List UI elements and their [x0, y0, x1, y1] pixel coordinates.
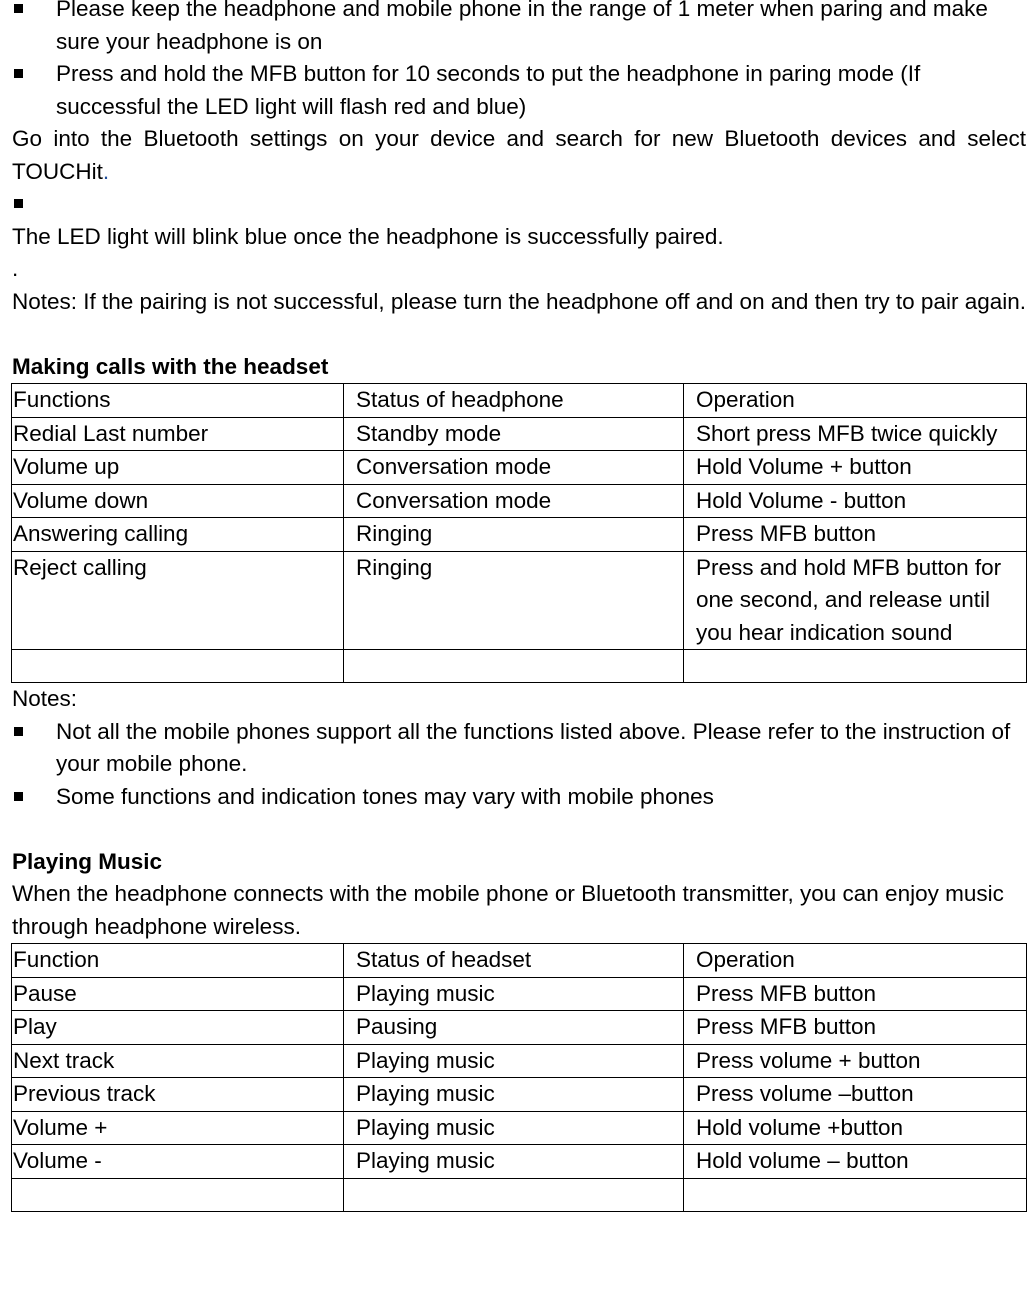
calls-row: [12, 417, 1027, 451]
calls-empty-cell: [344, 650, 684, 683]
search-instruction-period: .: [102, 158, 110, 184]
calls-cell: Ringing: [344, 518, 684, 552]
calls-row: [12, 484, 1027, 518]
music-cell: Previous track: [12, 1078, 344, 1112]
call-note-1-text: Not all the mobile phones support all the functions listed above. Please refer to the instruction of your mobile phone.: [56, 718, 1011, 776]
calls-row: [12, 451, 1027, 485]
music-row: [12, 1044, 1027, 1078]
square-bullet-icon: [14, 199, 23, 208]
call-notes-label: Notes:: [12, 686, 78, 711]
calls-cell: Operation: [684, 384, 1027, 418]
square-bullet-icon: [14, 4, 23, 13]
calls-cell: Reject calling: [12, 551, 344, 650]
empty-bullet: [12, 188, 1026, 221]
music-cell: Playing music: [344, 977, 684, 1011]
calls-cell: Short press MFB twice quickly: [684, 417, 1027, 451]
calls-cell: Standby mode: [344, 417, 684, 451]
music-cell: Playing music: [344, 1078, 684, 1112]
calls-cell: Redial Last number: [12, 417, 344, 451]
calls-cell: Conversation mode: [344, 484, 684, 518]
music-cell: Press MFB button: [684, 977, 1027, 1011]
square-bullet-icon: [14, 792, 23, 801]
search-instruction-text: Go into the Bluetooth settings on your device and search for new Bluetooth devices and select TOUCHit: [12, 126, 1026, 184]
square-bullet-icon: [14, 727, 23, 736]
music-row: [12, 1111, 1027, 1145]
pairing-bullet-2: [12, 58, 1026, 123]
calls-cell: Status of headphone: [344, 384, 684, 418]
music-row: [12, 977, 1027, 1011]
music-cell: Operation: [684, 944, 1027, 978]
calls-row: [12, 551, 1027, 650]
calls-header-row: [12, 384, 1027, 418]
music-table: [11, 943, 1027, 1212]
music-cell: Pause: [12, 977, 344, 1011]
calls-table: [11, 383, 1027, 683]
music-cell: Volume -: [12, 1145, 344, 1179]
music-cell: Play: [12, 1011, 344, 1045]
calls-empty-row: [12, 650, 1027, 683]
call-note-1: [12, 716, 1026, 781]
calls-cell: Answering calling: [12, 518, 344, 552]
music-cell: Playing music: [344, 1111, 684, 1145]
music-heading: Playing Music: [12, 848, 163, 874]
music-row: [12, 1078, 1027, 1112]
call-note-2: [12, 781, 1026, 814]
calls-cell: Hold Volume + button: [684, 451, 1027, 485]
pairing-bullet-1: [12, 0, 1026, 58]
music-empty-cell: [344, 1178, 684, 1211]
music-cell: Press volume + button: [684, 1044, 1027, 1078]
music-cell: Function: [12, 944, 344, 978]
pairing-notes: Notes: If the pairing is not successful, please turn the headphone off and on and then try to pair again.: [12, 288, 1027, 314]
calls-row: [12, 518, 1027, 552]
calls-cell: Press MFB button: [684, 518, 1027, 552]
calls-cell: Conversation mode: [344, 451, 684, 485]
square-bullet-icon: [14, 69, 23, 78]
calls-cell: Hold Volume - button: [684, 484, 1027, 518]
calls-cell: Volume up: [12, 451, 344, 485]
calls-empty-cell: [684, 650, 1027, 683]
search-instruction: [12, 123, 1026, 188]
music-cell: Playing music: [344, 1145, 684, 1179]
music-cell: Hold volume – button: [684, 1145, 1027, 1179]
pairing-bullet-2-text: Press and hold the MFB button for 10 seconds to put the headphone in paring mode (If successful the LED light will flash red and blue): [56, 61, 921, 119]
music-cell: Playing music: [344, 1044, 684, 1078]
call-note-2-text: Some functions and indication tones may vary with mobile phones: [56, 783, 714, 809]
music-empty-cell: [12, 1178, 344, 1211]
music-cell: Next track: [12, 1044, 344, 1078]
music-empty-row: [12, 1178, 1027, 1211]
spacer: [12, 318, 1026, 351]
calls-empty-cell: [12, 650, 344, 683]
pairing-bullet-1-text: Please keep the headphone and mobile phone in the range of 1 meter when paring and make sure your headphone is on: [56, 0, 988, 54]
music-cell: Press volume –button: [684, 1078, 1027, 1112]
spacer: [12, 813, 1026, 846]
music-intro: When the headphone connects with the mobile phone or Bluetooth transmitter, you can enjoy music through headphone wireless.: [12, 881, 1004, 939]
led-instruction: The LED light will blink blue once the headphone is successfully paired.: [12, 223, 724, 249]
calls-heading: Making calls with the headset: [12, 353, 329, 379]
music-cell: Hold volume +button: [684, 1111, 1027, 1145]
music-cell: Press MFB button: [684, 1011, 1027, 1045]
calls-cell: Press and hold MFB button for one second, and release until you hear indication sound: [684, 551, 1027, 650]
calls-cell: Ringing: [344, 551, 684, 650]
music-header-row: [12, 944, 1027, 978]
stray-period: .: [12, 256, 19, 281]
music-empty-cell: [684, 1178, 1027, 1211]
document-page: [12, 0, 1026, 1212]
calls-cell: Functions: [12, 384, 344, 418]
music-cell: Status of headset: [344, 944, 684, 978]
music-row: [12, 1011, 1027, 1045]
music-cell: Pausing: [344, 1011, 684, 1045]
music-cell: Volume +: [12, 1111, 344, 1145]
calls-cell: Volume down: [12, 484, 344, 518]
music-row: [12, 1145, 1027, 1179]
